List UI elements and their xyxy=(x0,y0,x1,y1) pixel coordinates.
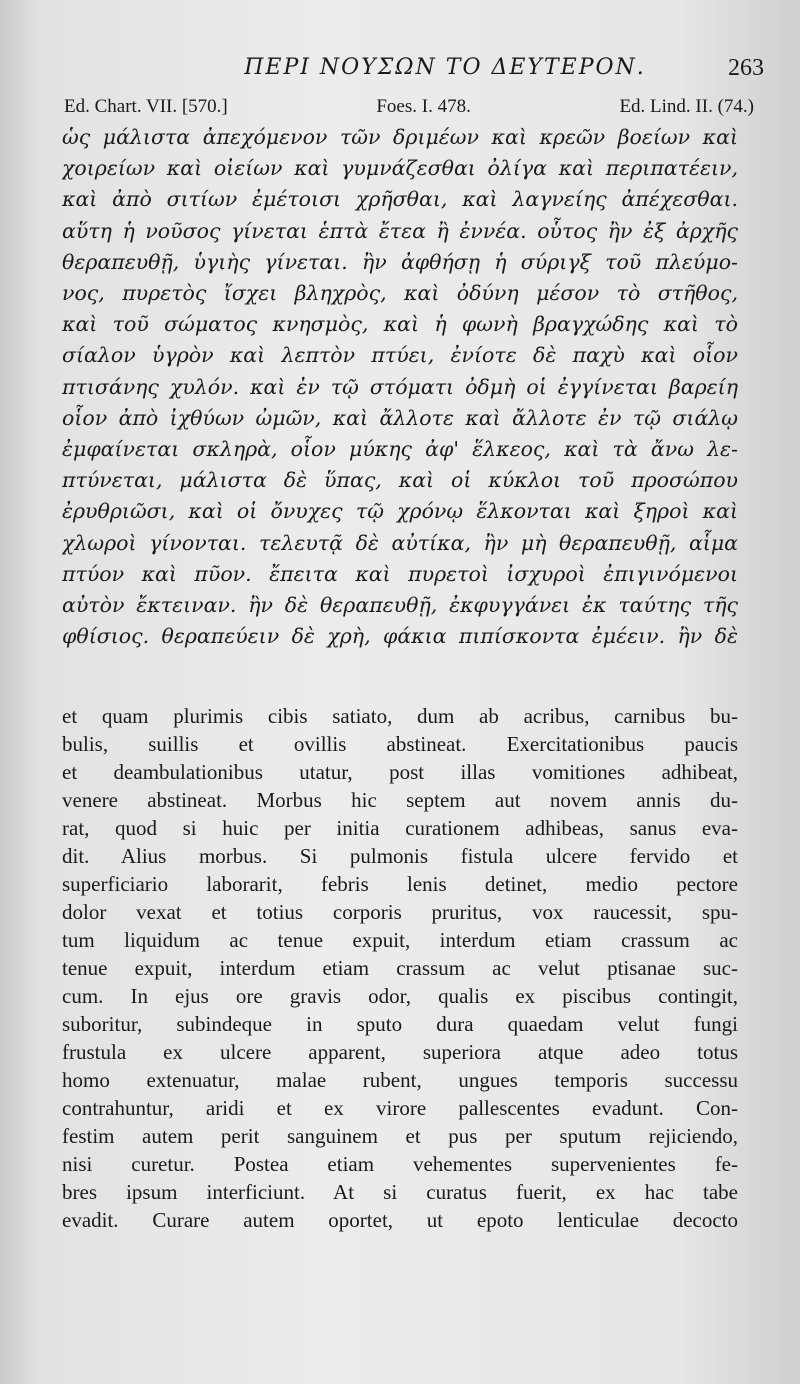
latin-line: contrahuntur, aridi et ex virore pallescentes evadunt. Con- xyxy=(62,1096,738,1120)
greek-text-block xyxy=(62,122,738,652)
latin-line: tum liquidum ac tenue expuit, interdum etiam crassum ac xyxy=(62,928,738,952)
edition-references xyxy=(64,96,754,118)
greek-line: ἐρυθριῶσι, καὶ οἱ ὄνυχες τῷ χρόνῳ ἕλκονται καὶ ξηροὶ καὶ xyxy=(62,499,738,524)
greek-line: σίαλον ὑγρὸν καὶ λεπτὸν πτύει, ἐνίοτε δὲ παχὺ καὶ οἷον xyxy=(62,343,738,368)
running-head: ΠΕΡΙ ΝΟΥΣΩΝ ΤΟ ΔΕΥΤΕΡΟΝ. xyxy=(244,55,646,80)
greek-line: καὶ ἀπὸ σιτίων ἐμέτοισι χρῆσθαι, καὶ λαγνείης ἀπέχεσθαι. xyxy=(62,187,738,212)
latin-line: festim autem perit sanguinem et pus per sputum rejiciendo, xyxy=(62,1124,738,1148)
latin-line: rat, quod si huic per initia curationem adhibeas, sanus eva- xyxy=(62,816,738,840)
greek-line: καὶ τοῦ σώματος κνησμὸς, καὶ ἡ φωνὴ βραγχώδης καὶ τὸ xyxy=(62,312,738,337)
greek-line: θεραπευθῇ, ὑγιὴς γίνεται. ἢν ἀφθήσῃ ἡ σύριγξ τοῦ πλεύμο- xyxy=(62,249,738,274)
latin-line: superficiario laborarit, febris lenis detinet, medio pectore xyxy=(62,872,738,896)
greek-line: ἐμφαίνεται σκληρὰ, οἷον μύκης ἀφ' ἕλκεος, καὶ τὰ ἄνω λε- xyxy=(62,437,738,462)
latin-line: cum. In ejus ore gravis odor, qualis ex piscibus contingit, xyxy=(62,984,738,1008)
latin-line: venere abstineat. Morbus hic septem aut novem annis du- xyxy=(62,788,738,812)
latin-line: dit. Alius morbus. Si pulmonis fistula ulcere fervido et xyxy=(62,844,738,868)
latin-line: evadit. Curare autem oportet, ut epoto lenticulae decocto xyxy=(62,1208,738,1232)
ref-foes: Foes. I. 478. xyxy=(376,96,471,117)
greek-line: αὕτη ἡ νοῦσος γίνεται ἑπτὰ ἔτεα ἢ ἐννέα. οὗτος ἢν ἐξ ἀρχῆς xyxy=(62,218,738,243)
latin-line: tenue expuit, interdum etiam crassum ac velut ptisanae suc- xyxy=(62,956,738,980)
greek-line: ὡς μάλιστα ἀπεχόμενον τῶν δριμέων καὶ κρεῶν βοείων καὶ xyxy=(62,125,738,149)
ref-chart: Ed. Chart. VII. [570.] xyxy=(64,96,228,117)
ref-lind: Ed. Lind. II. (74.) xyxy=(619,96,754,117)
greek-line: πτύον καὶ πῦον. ἔπειτα καὶ πυρετοὶ ἰσχυροὶ ἐπιγινόμενοι xyxy=(62,561,738,586)
greek-line: χοιρείων καὶ οἰείων καὶ γυμνάζεσθαι ὀλίγα καὶ περιπατέειν, xyxy=(62,156,738,181)
latin-line: frustula ex ulcere apparent, superiora atque adeo totus xyxy=(62,1040,738,1064)
latin-line: suboritur, subindeque in sputo dura quaedam velut fungi xyxy=(62,1012,738,1036)
greek-line: πτύνεται, μάλιστα δὲ ὕπας, καὶ οἱ κύκλοι τοῦ προσώπου xyxy=(62,468,738,493)
latin-line: bulis, suillis et ovillis abstineat. Exercitationibus paucis xyxy=(62,732,738,756)
greek-line: αὐτὸν ἔκτειναν. ἢν δὲ θεραπευθῇ, ἐκφυγγάνει ἐκ ταύτης τῆς xyxy=(62,593,738,618)
greek-line: πτισάνης χυλόν. καὶ ἐν τῷ στόματι ὀδμὴ οἱ ἐγγίνεται βαρείη xyxy=(62,374,738,399)
latin-line: et quam plurimis cibis satiato, dum ab acribus, carnibus bu- xyxy=(62,704,738,728)
greek-line: φθίσιος. θεραπεύειν δὲ χρὴ, φάκια πιπίσκοντα ἐμέειν. ἢν δὲ xyxy=(62,624,738,649)
page-number: 263 xyxy=(728,55,764,81)
latin-line: bres ipsum interficiunt. At si curatus fuerit, ex hac tabe xyxy=(62,1180,738,1204)
greek-line: χλωροὶ γίνονται. τελευτᾷ δὲ αὐτίκα, ἢν μὴ θεραπευθῇ, αἷμα xyxy=(62,530,738,555)
latin-line: et deambulationibus utatur, post illas vomitiones adhibeat, xyxy=(62,760,738,784)
greek-line: νος, πυρετὸς ἴσχει βληχρὸς, καὶ ὀδύνη μέσον τὸ στῆθος, xyxy=(62,281,738,306)
latin-line: dolor vexat et totius corporis pruritus, vox raucessit, spu- xyxy=(62,900,738,924)
latin-line: nisi curetur. Postea etiam vehementes supervenientes fe- xyxy=(62,1152,738,1176)
greek-line: οἷον ἀπὸ ἰχθύων ὠμῶν, καὶ ἄλλοτε καὶ ἄλλοτε ἐν τῷ σιάλῳ xyxy=(62,405,738,430)
latin-text-block xyxy=(62,702,738,1234)
latin-line: homo extenuatur, malae rubent, ungues temporis successu xyxy=(62,1068,738,1092)
